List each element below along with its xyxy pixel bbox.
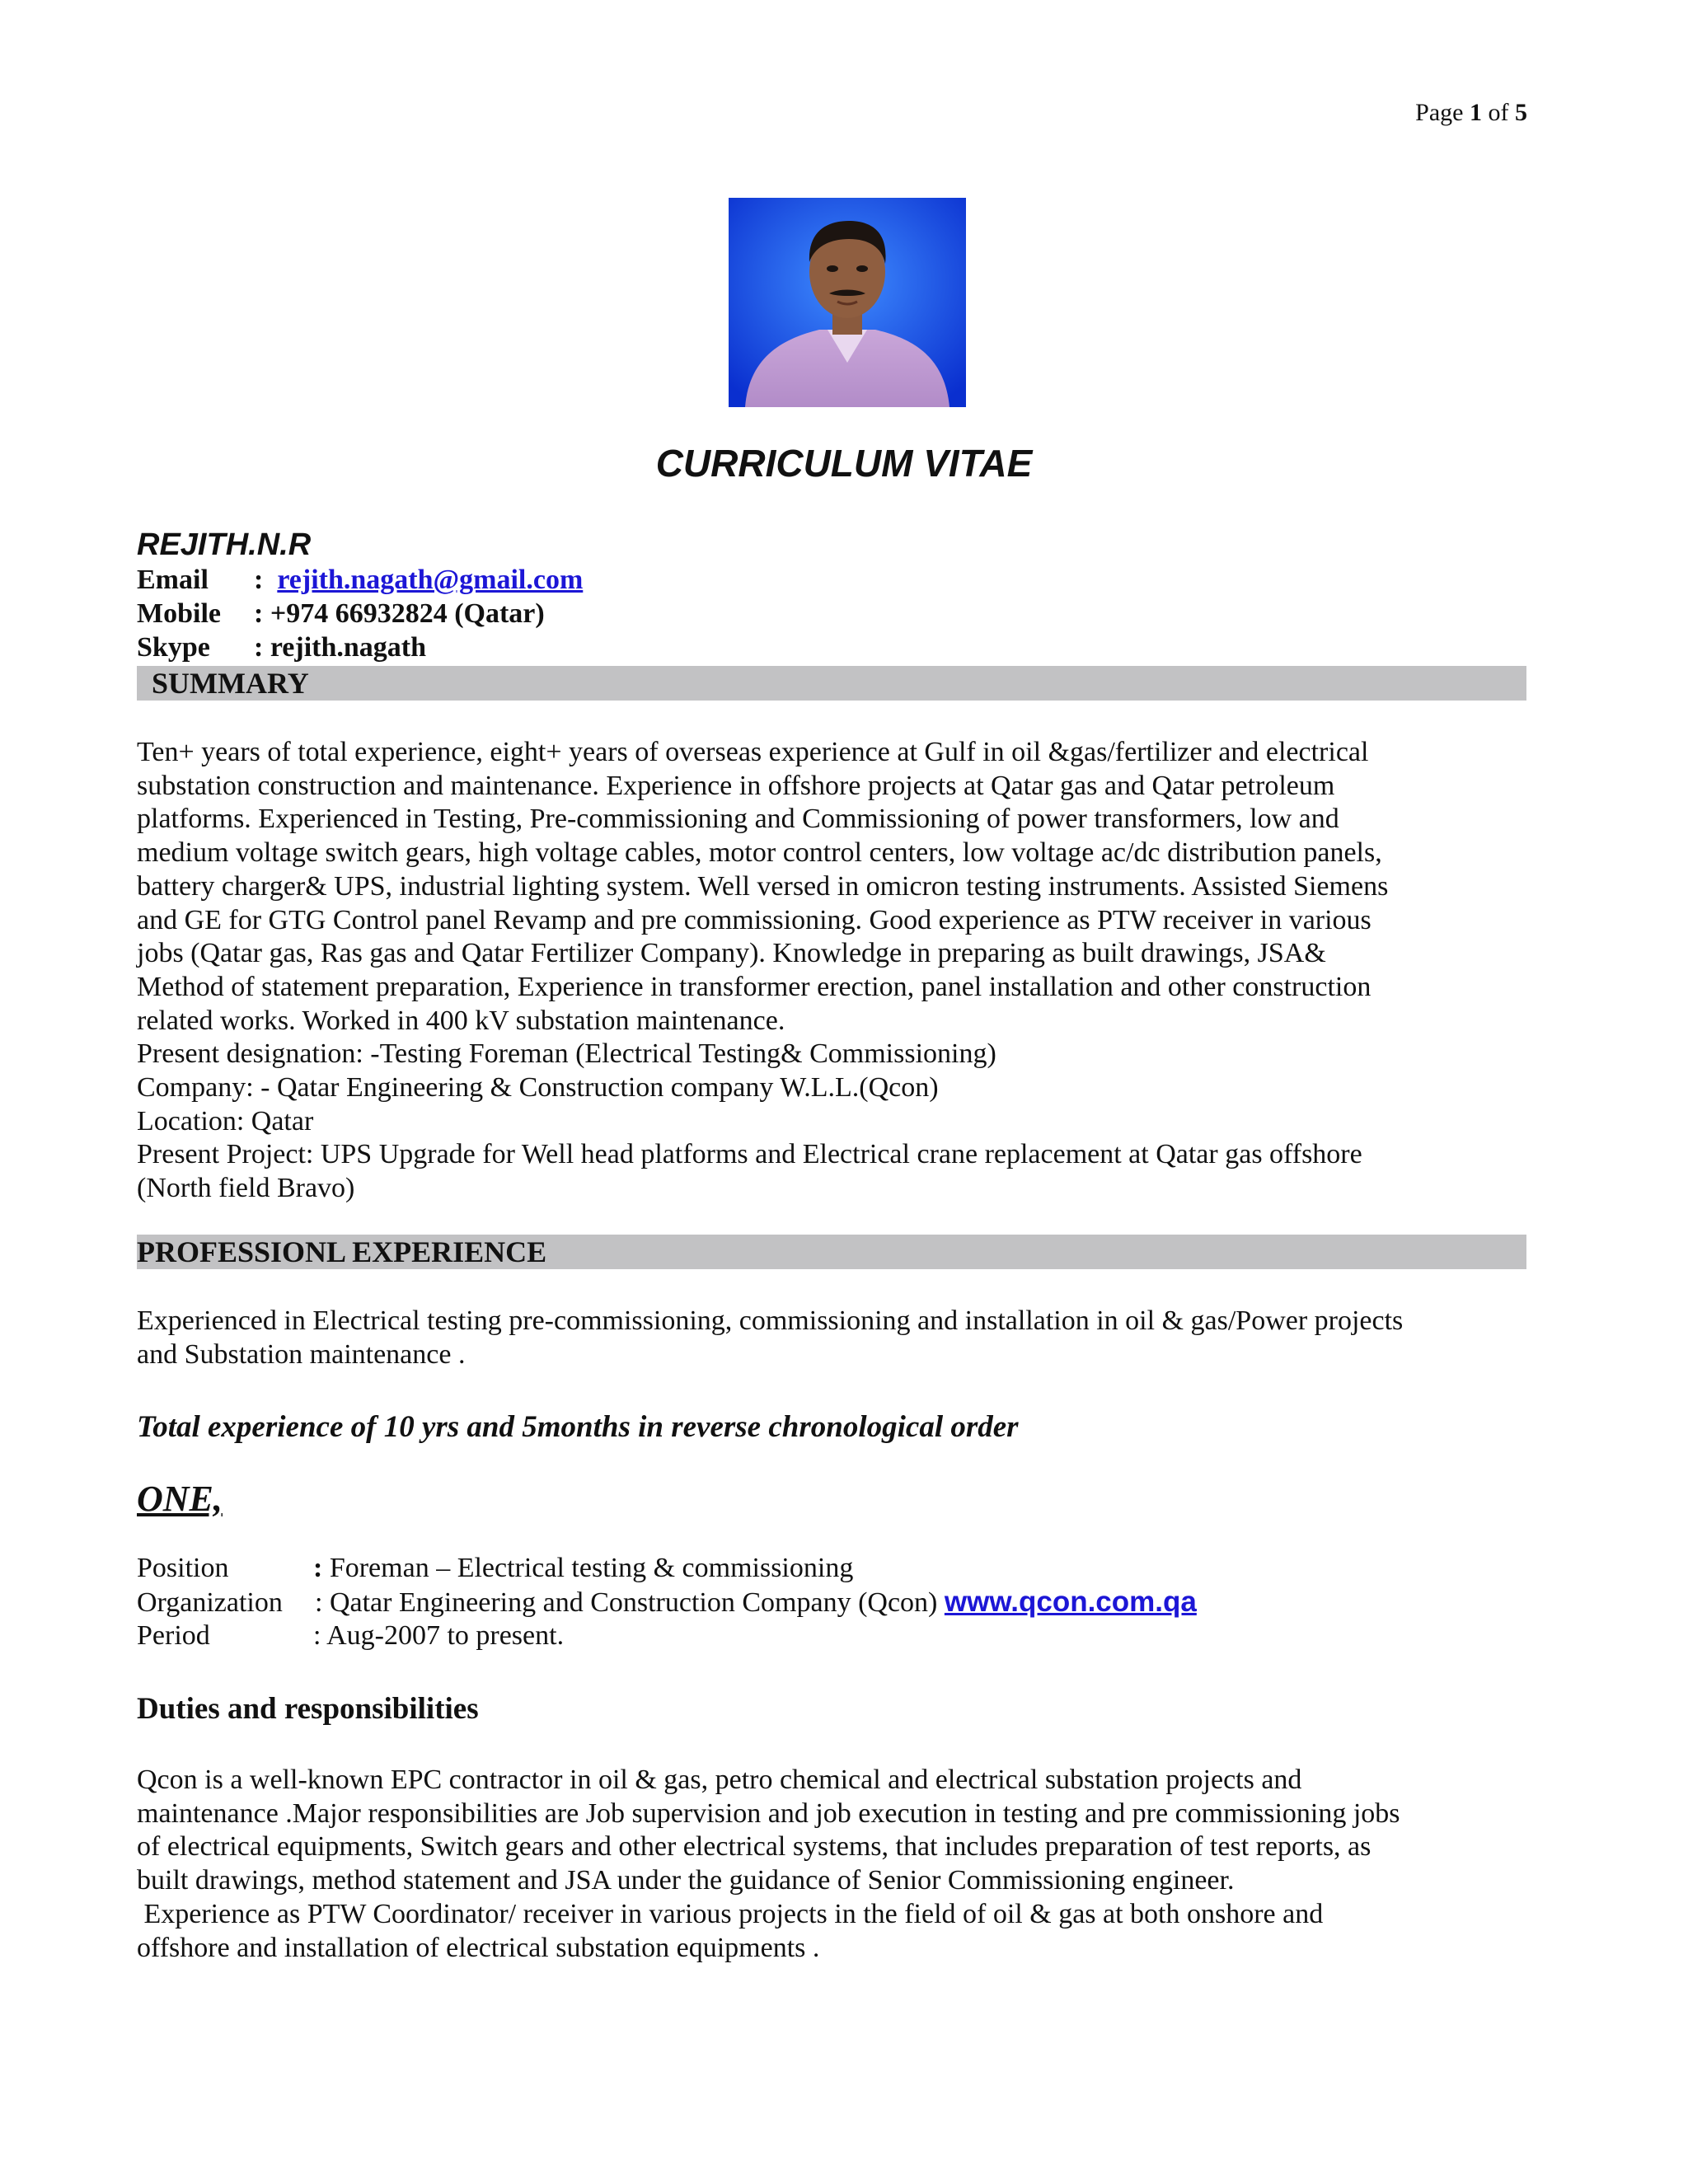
mobile-row: [137, 598, 545, 631]
summary-line: Method of statement preparation, Experience in transformer erection, panel installation and other construction: [137, 971, 1372, 1002]
position-label: Position: [137, 1553, 229, 1583]
summary-line: (North field Bravo): [137, 1173, 355, 1204]
mobile-label: Mobile: [137, 598, 221, 629]
email-colon: :: [254, 565, 278, 595]
duties-line: Qcon is a well-known EPC contractor in oil & gas, petro chemical and electrical substation projects and: [137, 1765, 1302, 1795]
summary-line: and GE for GTG Control panel Revamp and pre commissioning. Good experience as PTW receiver in various: [137, 904, 1372, 935]
page-label: Page: [1415, 99, 1464, 126]
experience-heading-band: [137, 1235, 1526, 1269]
summary-heading: SUMMARY: [152, 667, 309, 700]
email-row: [137, 564, 583, 598]
summary-line: battery charger& UPS, industrial lighting system. Well versed in omicron testing instruments. Assisted Siemens: [137, 870, 1389, 902]
duties-line: Experience as PTW Coordinator/ receiver in various projects in the field of oil & gas at both onshore and: [137, 1898, 1324, 1929]
summary-line: medium voltage switch gears, high voltage cables, motor control centers, low voltage ac/dc distribution panels,: [137, 837, 1382, 869]
summary-paragraph: [137, 736, 1554, 1206]
document-title: CURRICULUM VITAE: [655, 442, 1033, 485]
position-value: Foreman – Electrical testing & commissioning: [329, 1553, 854, 1583]
skype-value: : rejith.nagath: [254, 632, 427, 663]
summary-line: related works. Worked in 400 kV substation maintenance.: [137, 1005, 785, 1036]
page-total: 5: [1515, 99, 1527, 126]
mobile-value: : +974 66932824 (Qatar): [254, 598, 545, 629]
summary-line: jobs (Qatar gas, Ras gas and Qatar Fertilizer Company). Knowledge in preparing as built drawings, JSA&: [137, 938, 1326, 969]
candidate-name: REJITH.N.R: [137, 527, 312, 562]
experience-intro-line: and Substation maintenance .: [137, 1338, 466, 1370]
email-label: Email: [137, 565, 209, 595]
duties-line: offshore and installation of electrical substation equipments .: [137, 1932, 820, 1963]
experience-intro: [137, 1305, 1554, 1371]
duties-paragraph: [137, 1764, 1554, 1965]
skype-row: [137, 631, 426, 665]
summary-line: substation construction and maintenance. Experience in offshore projects at Qatar gas and Qatar petroleum: [137, 770, 1335, 801]
company-website-link[interactable]: www.qcon.com.qa: [944, 1586, 1197, 1618]
summary-line: Present designation: -Testing Foreman (Electrical Testing& Commissioning): [137, 1038, 996, 1070]
summary-line: Ten+ years of total experience, eight+ years of overseas experience at Gulf in oil &gas/fertilizer and electrical: [137, 737, 1369, 767]
experience-intro-line: Experienced in Electrical testing pre-commissioning, commissioning and installation in oil & gas/Power projects: [137, 1305, 1404, 1336]
duties-heading: Duties and responsibilities: [137, 1692, 479, 1726]
period-label: Period: [137, 1620, 210, 1651]
duties-line: built drawings, method statement and JSA under the guidance of Senior Commissioning engineer.: [137, 1865, 1235, 1896]
period-row: [137, 1619, 1554, 1653]
experience-heading: PROFESSIONL EXPERIENCE: [137, 1235, 547, 1268]
page-number: [1415, 99, 1527, 127]
duties-line: maintenance .Major responsibilities are Job supervision and job execution in testing and pre commissioning jobs: [137, 1797, 1400, 1829]
email-link[interactable]: rejith.nagath@gmail.com: [277, 565, 584, 595]
summary-line: Present Project: UPS Upgrade for Well head platforms and Electrical crane replacement at Qatar gas offshore: [137, 1139, 1362, 1170]
position-row: [137, 1552, 1554, 1586]
total-experience-heading: Total experience of 10 yrs and 5months in reverse chronological order: [137, 1410, 1019, 1444]
period-value: : Aug-2007 to present.: [313, 1620, 565, 1651]
organization-row: [137, 1586, 1554, 1620]
organization-label: Organization: [137, 1587, 283, 1618]
job-one-heading: ONE,: [137, 1479, 223, 1519]
skype-label: Skype: [137, 632, 210, 663]
position-colon: :: [313, 1553, 330, 1583]
organization-value: : Qatar Engineering and Construction Company (Qcon): [315, 1587, 938, 1618]
summary-heading-band: [137, 666, 1526, 701]
page-of: of: [1488, 99, 1509, 126]
summary-line: platforms. Experienced in Testing, Pre-commissioning and Commissioning of power transformers, low and: [137, 804, 1339, 835]
duties-line: of electrical equipments, Switch gears and other electrical systems, that includes preparation of test reports, as: [137, 1831, 1372, 1863]
summary-line: Company: - Qatar Engineering & Construction company W.L.L.(Qcon): [137, 1072, 939, 1104]
portrait-photo-icon: [729, 198, 966, 407]
page-current: 1: [1470, 99, 1482, 126]
profile-photo: [729, 198, 966, 407]
summary-line: Location: Qatar: [137, 1105, 314, 1137]
